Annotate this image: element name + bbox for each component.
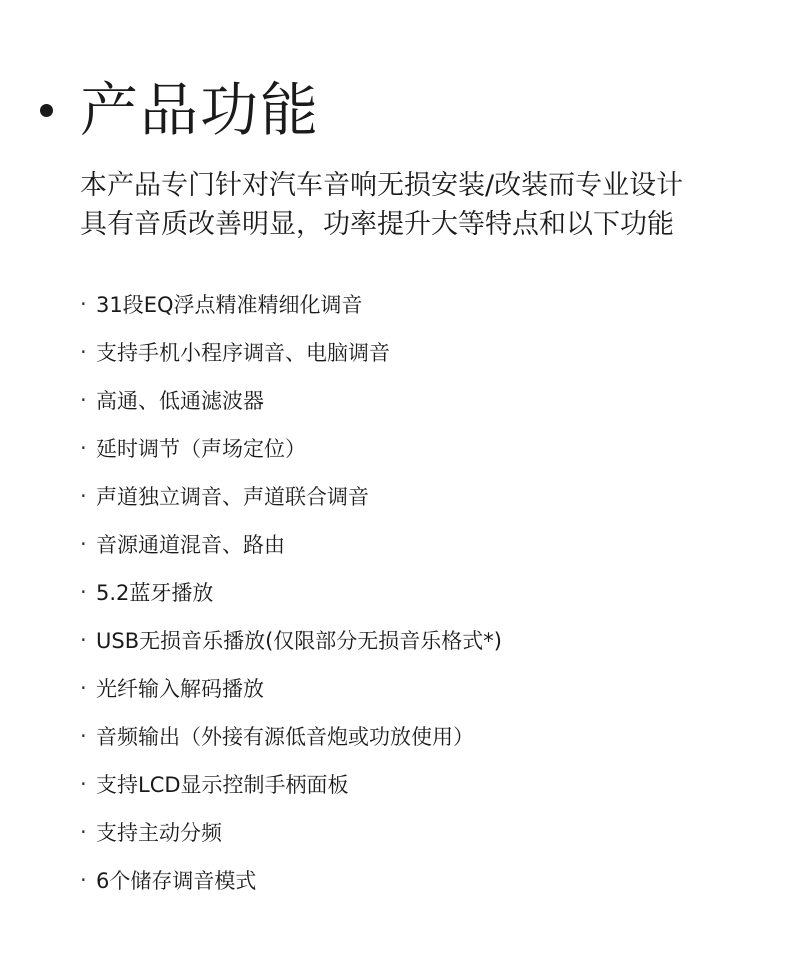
feature-item: [80, 760, 502, 808]
feature-item: [80, 280, 502, 328]
feature-text: 支持手机小程序调音、电脑调音: [96, 341, 390, 365]
feature-item: [80, 616, 502, 664]
feature-text: 音频输出（外接有源低音炮或功放使用）: [96, 725, 474, 749]
feature-text: 音源通道混音、路由: [96, 533, 285, 557]
feature-item: [80, 664, 502, 712]
section-heading: [40, 74, 320, 146]
feature-text: USB无损音乐播放(仅限部分无损音乐格式*): [96, 629, 502, 653]
feature-text: 声道独立调音、声道联合调音: [96, 485, 369, 509]
bullet-mark: ·: [80, 340, 87, 364]
intro-line: 本产品专门针对汽车音响无损安装/改装而专业设计: [80, 170, 684, 201]
feature-text: 6个储存调音模式: [96, 869, 257, 893]
feature-list: [80, 280, 502, 904]
feature-text: 高通、低通滤波器: [96, 389, 264, 413]
intro-line: 具有音质改善明显，功率提升大等特点和以下功能: [80, 209, 674, 240]
bullet-mark: ·: [80, 772, 87, 796]
feature-item: [80, 856, 502, 904]
bullet-mark: ·: [80, 868, 87, 892]
feature-item: [80, 328, 502, 376]
feature-item: [80, 520, 502, 568]
feature-text: 5.2蓝牙播放: [96, 581, 214, 605]
bullet-mark: ·: [80, 436, 87, 460]
bullet-mark: ·: [80, 820, 87, 844]
bullet-mark: ·: [80, 484, 87, 508]
feature-item: [80, 568, 502, 616]
feature-item: [80, 424, 502, 472]
bullet-mark: ·: [80, 532, 87, 556]
bullet-mark: ·: [80, 580, 87, 604]
intro-paragraph: [80, 166, 770, 244]
bullet-mark: ·: [80, 388, 87, 412]
bullet-mark: ·: [80, 724, 87, 748]
heading-bullet-dot: [40, 104, 53, 117]
feature-text: 支持LCD显示控制手柄面板: [96, 773, 349, 797]
feature-text: 光纤输入解码播放: [96, 677, 264, 701]
feature-item: [80, 472, 502, 520]
feature-item: [80, 712, 502, 760]
feature-text: 31段EQ浮点精准精细化调音: [96, 293, 363, 317]
feature-item: [80, 808, 502, 856]
bullet-mark: ·: [80, 676, 87, 700]
feature-item: [80, 376, 502, 424]
page-title: 产品功能: [80, 76, 321, 144]
bullet-mark: ·: [80, 292, 87, 316]
feature-text: 延时调节（声场定位）: [96, 437, 306, 461]
bullet-mark: ·: [80, 628, 87, 652]
feature-text: 支持主动分频: [96, 821, 222, 845]
